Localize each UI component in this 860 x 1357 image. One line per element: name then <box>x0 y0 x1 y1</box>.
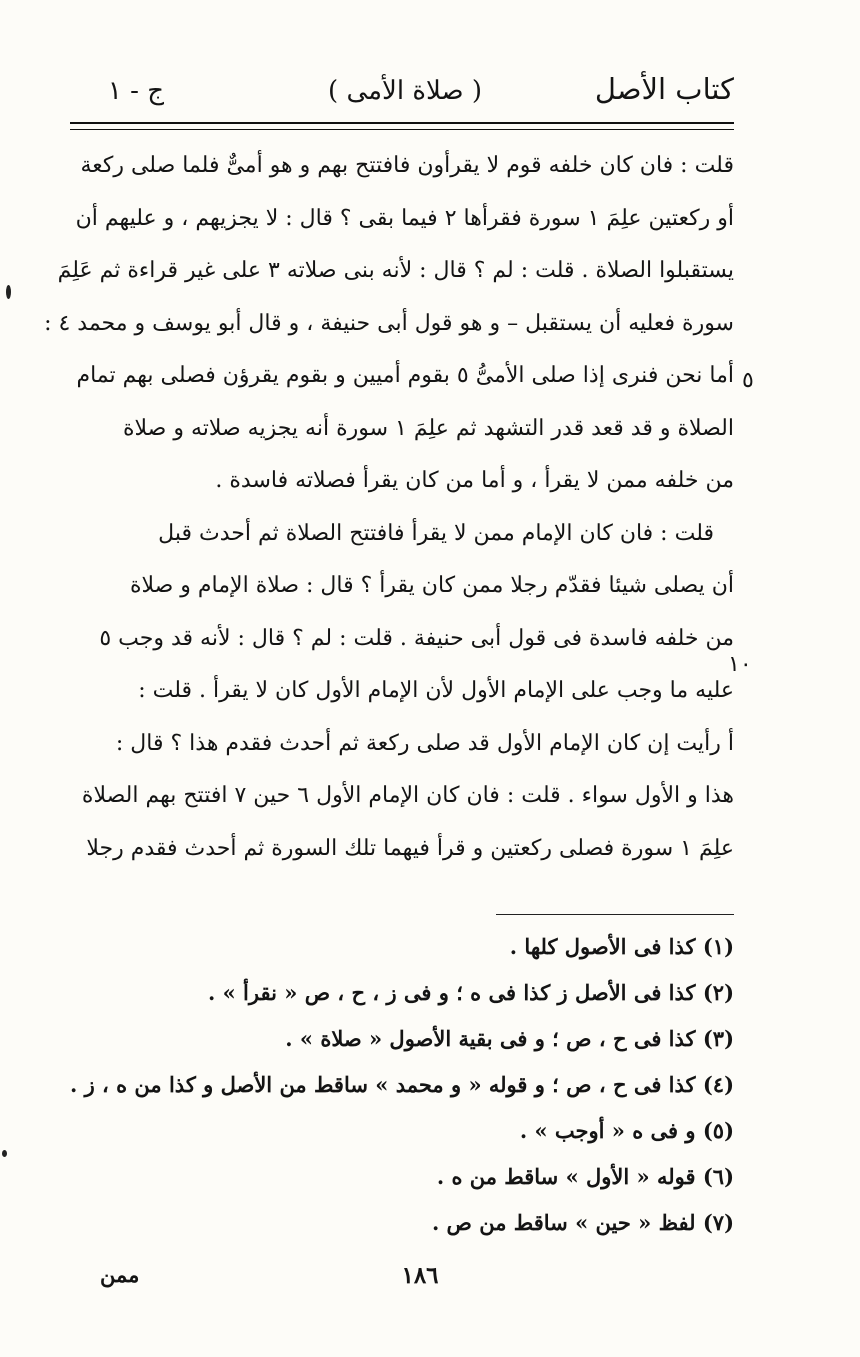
text-line: أن يصلى شيئا فقدّم رجلا ممن كان يقرأ ؟ قال : صلاة الإمام و صلاة <box>129 573 734 598</box>
catchword: ممن <box>100 1262 140 1287</box>
text-line: يستقبلوا الصلاة . قلت : لم ؟ قال : لأنه بنى صلاته ٣ على غير قراءة ثم عَلِمَ <box>57 258 734 283</box>
text-line: قلت : فان كان خلفه قوم لا يقرأون فافتتح بهم و هو أمىٌّ فلما صلى ركعة <box>80 153 734 178</box>
line-number-marker: ٥ <box>742 368 754 393</box>
footnote: (٢) كذا فى الأصل ز كذا فى ه ؛ و فى ز ، ح ، ص « نقرأ » . <box>208 980 734 1005</box>
text-line: قلت : فان كان الإمام ممن لا يقرأ فافتتح الصلاة ثم أحدث قبل <box>158 520 714 546</box>
line-number-marker: ١٠ <box>728 652 752 677</box>
text-line: أ رأيت إن كان الإمام الأول قد صلى ركعة ثم أحدث فقدم هذا ؟ قال : <box>115 730 734 756</box>
text-line: من خلفه ممن لا يقرأ ، و أما من كان يقرأ فصلاته فاسدة . <box>215 468 734 493</box>
chapter-title: ( صلاة الأمى ) <box>328 76 482 106</box>
page-number: ١٨٦ <box>401 1262 439 1289</box>
text-line: عليه ما وجب على الإمام الأول لأن الإمام الأول كان لا يقرأ . قلت : <box>138 678 734 703</box>
ink-speck <box>6 285 11 299</box>
footnote: (٤) كذا فى ح ، ص ؛ و قوله « و محمد » ساقط من الأصل و كذا من ه ، ز . <box>69 1072 734 1097</box>
footnotes <box>60 924 734 1246</box>
ink-speck <box>2 1150 7 1157</box>
book-title: كتاب الأصل <box>594 72 734 106</box>
text-line: هذا و الأول سواء . قلت : فان كان الإمام الأول ٦ حين ٧ افتتح بهم الصلاة <box>81 783 734 808</box>
footnote: (١) كذا فى الأصول كلها . <box>509 934 734 959</box>
footnote-rule <box>496 914 734 915</box>
text-line: سورة فعليه أن يستقبل – و هو قول أبى حنيفة ، و قال أبو يوسف و محمد ٤ : <box>44 310 734 336</box>
text-line: أو ركعتين علِمَ ١ سورة فقرأها ٢ فيما بقى ؟ قال : لا يجزيهم ، و عليهم أن <box>75 205 734 231</box>
main-text <box>44 140 734 875</box>
footnote: (٥) و فى ه « أوجب » . <box>519 1118 734 1143</box>
footnote: (٧) لفظ « حين » ساقط من ص . <box>431 1210 734 1235</box>
text-line: الصلاة و قد قعد قدر التشهد ثم علِمَ ١ سورة أنه يجزيه صلاته و صلاة <box>123 415 734 441</box>
footnote: (٦) قوله « الأول » ساقط من ه . <box>436 1164 734 1189</box>
running-header <box>70 64 734 116</box>
text-line: من خلفه فاسدة فى قول أبى حنيفة . قلت : لم ؟ قال : لأنه قد وجب ٥ <box>99 625 734 651</box>
text-line: أما نحن فنرى إذا صلى الأمىُّ ٥ بقوم أميين و بقوم يقرؤن فصلى بهم تمام <box>76 363 734 388</box>
text-line: علِمَ ١ سورة فصلى ركعتين و قرأ فيهما تلك السورة ثم أحدث فقدم رجلا <box>86 835 734 861</box>
volume-number: ج - ١ <box>107 76 164 106</box>
header-rule <box>70 122 734 130</box>
footnote: (٣) كذا فى ح ، ص ؛ و فى بقية الأصول « صلاة » . <box>285 1026 734 1051</box>
